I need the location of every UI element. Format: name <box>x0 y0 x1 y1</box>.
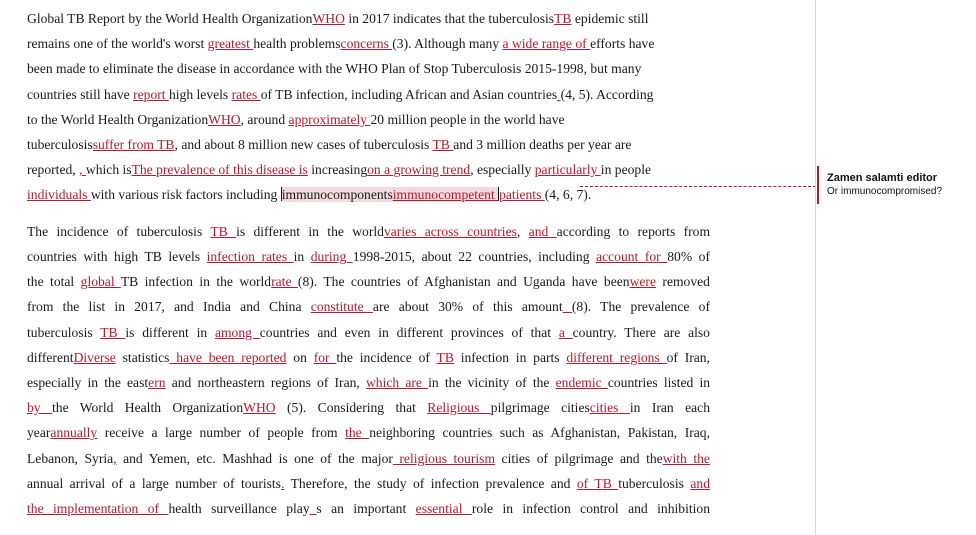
tracked-insertion: which are <box>365 375 429 390</box>
tracked-insertion: immunocompetent <box>392 187 499 202</box>
tracked-insertion <box>563 299 572 314</box>
text-line <box>27 186 591 204</box>
text-run: countries listed in <box>607 375 711 390</box>
text-run: cities of pilgrimage and the <box>495 451 663 466</box>
tracked-insertion: , <box>79 162 86 177</box>
text-run: health problems <box>253 36 341 51</box>
text-run: in the vicinity of the <box>428 375 556 390</box>
tracked-insertion: TB <box>210 224 237 239</box>
tracked-insertion: ern <box>148 375 166 390</box>
tracked-insertion: . <box>280 476 285 491</box>
text-run: country. There are also <box>572 325 710 340</box>
tracked-insertion: a wide range of <box>502 36 591 51</box>
tracked-insertion: concerns <box>340 36 393 51</box>
text-run: with various risk factors including <box>90 187 281 202</box>
text-run: Therefore, the study of infection prevalence and <box>284 476 577 491</box>
comment-text[interactable]: Or immunocompromised? <box>827 186 943 197</box>
text-line <box>27 475 710 493</box>
text-run: in 2017 indicates that the tuberculosis <box>344 11 555 26</box>
text-line <box>27 424 710 442</box>
text-run: (4, 5). According <box>560 87 654 102</box>
text-run: different <box>27 350 74 365</box>
text-run: efforts have <box>590 36 655 51</box>
text-run: Global TB Report by the World Health Organization <box>27 11 313 26</box>
tracked-insertion: rate <box>271 274 298 289</box>
text-line <box>27 298 710 316</box>
text-line <box>27 60 641 78</box>
tracked-insertion: among <box>214 325 260 340</box>
tracked-insertion: TB <box>100 325 126 340</box>
tracked-insertion: and <box>528 224 557 239</box>
text-run: the World Health Organization <box>52 400 244 415</box>
text-run: (4, 6, 7). <box>544 187 592 202</box>
text-run: removed <box>655 274 710 289</box>
tracked-insertion: endemic <box>555 375 608 390</box>
text-run: s an important <box>316 501 416 516</box>
text-run: on <box>286 350 314 365</box>
text-line <box>27 450 710 468</box>
tracked-insertion: , <box>113 451 117 466</box>
text-line <box>27 111 565 129</box>
text-run: of TB infection, including African and Asian countries <box>260 87 558 102</box>
tracked-insertion: of TB <box>576 476 619 491</box>
text-run: epidemic still <box>571 11 649 26</box>
text-run: countries and even in different provinces of that <box>259 325 559 340</box>
text-run: according to reports from <box>556 224 711 239</box>
text-run: pilgrimage cities <box>490 400 590 415</box>
text-run: countries still have <box>27 87 134 102</box>
text-run: and northeastern regions of Iran, <box>165 375 366 390</box>
text-run: reported, <box>27 162 80 177</box>
tracked-insertion: annually <box>50 425 98 440</box>
text-line <box>27 273 710 291</box>
tracked-insertion: cities <box>589 400 630 415</box>
text-run: year <box>27 425 51 440</box>
text-line <box>27 324 710 342</box>
text-run: infection in parts <box>453 350 567 365</box>
text-run: are about 30% of this amount <box>372 299 563 314</box>
text-run: tuberculosis <box>27 137 93 152</box>
tracked-insertion: TB <box>432 137 454 152</box>
text-line <box>27 374 710 392</box>
tracked-insertion: individuals <box>27 187 91 202</box>
text-run: in Iran each <box>629 400 711 415</box>
text-run: and Yemen, etc. Mashhad is one of the major <box>116 451 393 466</box>
text-run: remains one of the world's worst <box>27 36 208 51</box>
text-run: the incidence of <box>336 350 437 365</box>
text-run: especially in the east <box>27 375 149 390</box>
tracked-insertion: for <box>313 350 337 365</box>
text-run: , especially <box>470 162 535 177</box>
text-run: and 3 million deaths per year are <box>453 137 632 152</box>
tracked-insertion: by <box>27 400 52 415</box>
tracked-insertion: approximately <box>288 112 371 127</box>
text-line <box>27 500 710 518</box>
tracked-insertion: constitute <box>310 299 373 314</box>
tracked-insertion: TB <box>436 350 454 365</box>
text-line <box>27 136 631 154</box>
tracked-insertion: TB <box>554 11 572 26</box>
tracked-insertion: essential <box>415 501 472 516</box>
text-run: in <box>293 249 311 264</box>
text-run: annual arrival of a large number of tourists <box>27 476 281 491</box>
tracked-insertion: rates <box>231 87 261 102</box>
text-run: is different in <box>125 325 215 340</box>
text-line <box>27 223 710 241</box>
tracked-insertion: account for <box>596 249 668 264</box>
tracked-insertion: WHO <box>208 112 241 127</box>
text-line <box>27 86 653 104</box>
text-run: role in infection control and inhibition <box>471 501 710 516</box>
tracked-insertion: the implementation of <box>27 501 169 516</box>
tracked-insertion: WHO <box>312 11 345 26</box>
tracked-insertion: global <box>80 274 121 289</box>
tracked-insertion: during <box>310 249 353 264</box>
text-run: statistics <box>115 350 170 365</box>
text-run: The incidence of tuberculosis <box>27 224 211 239</box>
tracked-insertion: Religious <box>427 400 491 415</box>
tracked-insertion: particularly <box>534 162 601 177</box>
text-run: been made to eliminate the disease in accordance with the WHO Plan of Stop Tuberculosis 2015-1998, but many <box>27 61 642 76</box>
text-run: in people <box>600 162 652 177</box>
text-run: (8). The prevalence of <box>571 299 710 314</box>
tracked-insertion: _ <box>309 501 317 516</box>
text-run: to the World Health Organization <box>27 112 209 127</box>
comment-author[interactable]: Zamen salamti editor <box>827 172 938 184</box>
text-run: (8). The countries of Afghanistan and Uganda have been <box>297 274 630 289</box>
text-run: countries with high TB levels <box>27 249 207 264</box>
text-run: , <box>516 224 529 239</box>
text-line <box>27 399 710 417</box>
text-line <box>27 248 710 266</box>
text-run: (3). Although many <box>392 36 503 51</box>
text-run: is different in the world <box>236 224 384 239</box>
text-run: health surveillance play <box>168 501 310 516</box>
text-run: Lebanon, Syria <box>27 451 114 466</box>
tracked-insertion: have been reported <box>169 350 287 365</box>
tracked-insertion: and <box>690 476 710 491</box>
tracked-insertion: on a growing trend <box>367 162 471 177</box>
text-run: of Iran, <box>666 350 710 365</box>
tracked-insertion: The prevalence of this disease is <box>131 162 308 177</box>
text-run: tuberculosis <box>618 476 691 491</box>
tracked-insertion: suffer from TB <box>92 137 175 152</box>
tracked-insertion: with the <box>662 451 710 466</box>
commented-text: immunocomponents <box>281 187 393 202</box>
tracked-insertion: were <box>629 274 656 289</box>
text-run: (5). Considering that <box>275 400 428 415</box>
tracked-insertion: the <box>345 425 370 440</box>
text-run: high levels <box>168 87 232 102</box>
text-run: TB infection in the world <box>120 274 272 289</box>
tracked-insertion: religious tourism <box>392 451 496 466</box>
text-run: , and about 8 million new cases of tuberculosis <box>174 137 433 152</box>
text-run: 1998-2015, about 22 countries, including <box>352 249 597 264</box>
text-run: from the list in 2017, and India and China <box>27 299 311 314</box>
tracked-insertion: a <box>558 325 573 340</box>
comment-connector-line <box>580 186 816 187</box>
tracked-insertion: WHO <box>243 400 276 415</box>
text-run: the total <box>27 274 81 289</box>
tracked-insertion: infection rates <box>206 249 294 264</box>
text-run: neighboring countries such as Afghanistan, Pakistan, Iraq, <box>369 425 710 440</box>
text-run: , around <box>240 112 289 127</box>
text-run: tuberculosis <box>27 325 101 340</box>
text-run: which is <box>85 162 132 177</box>
text-run: increasing <box>307 162 368 177</box>
tracked-insertion: different regions <box>566 350 667 365</box>
text-run: receive a large number of people from <box>97 425 346 440</box>
comment-margin-divider <box>815 0 816 535</box>
tracked-insertion: patients <box>499 187 545 202</box>
text-line <box>27 35 654 53</box>
tracked-insertion: varies across countries <box>383 224 517 239</box>
text-run: 20 million people in the world have <box>370 112 565 127</box>
text-line <box>27 10 649 28</box>
comment-marker-bar[interactable] <box>817 166 819 204</box>
text-run: 80% of <box>667 249 710 264</box>
tracked-insertion: Diverse <box>73 350 116 365</box>
tracked-insertion: greatest <box>207 36 254 51</box>
text-line <box>27 349 710 367</box>
text-line <box>27 161 651 179</box>
tracked-insertion: report <box>133 87 169 102</box>
